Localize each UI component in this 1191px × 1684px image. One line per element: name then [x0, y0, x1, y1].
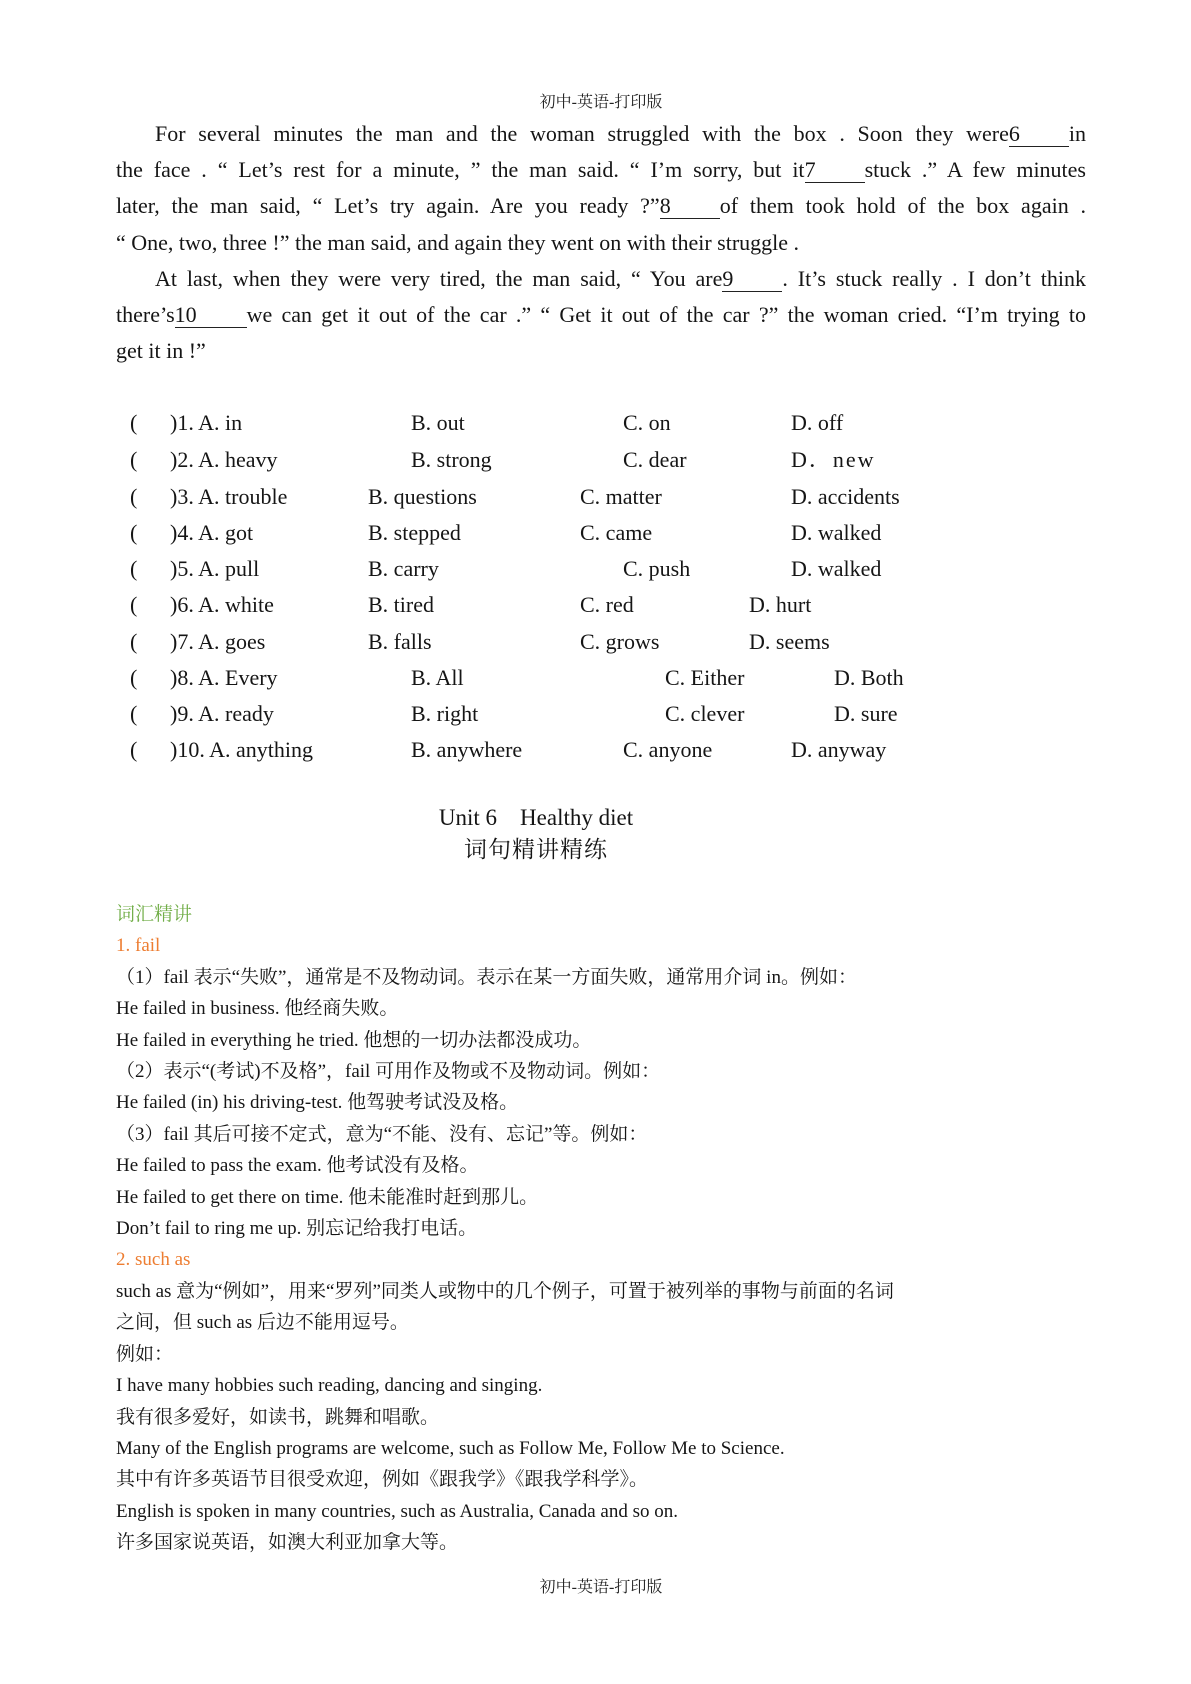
option-b: B. anywhere — [411, 737, 523, 762]
option-a-text: A. pull — [198, 556, 260, 581]
passage-text: At last, when they were very tired, the man said, “ You are — [155, 265, 723, 291]
passage-text: For several minutes the man and the woman struggled with the box . Soon they were — [155, 121, 1009, 146]
question-row — [0, 409, 1191, 437]
note-line: （3）fail 其后可接不定式，意为“不能、没有、忘记”等。例如： — [116, 1123, 648, 1145]
question-number: )6. — [170, 592, 194, 617]
option-a-text: A. anything — [209, 737, 314, 762]
note-line: （1）fail 表示“失败”，通常是不及物动词。表示在某一方面失败，通常用介词 in。例如： — [116, 966, 857, 988]
option-a — [170, 519, 253, 547]
option-a-text: A. got — [198, 520, 254, 545]
option-d: D. sure — [834, 701, 898, 726]
option-a — [170, 736, 313, 764]
passage-text: of them took hold of the box again . — [719, 193, 1087, 219]
passage-line — [116, 261, 1086, 297]
example-line: I have many hobbies such reading, dancing and singing. — [116, 1375, 543, 1397]
note-line: 例如： — [116, 1343, 174, 1365]
example-line: He failed to pass the exam. 他考试没有及格。 — [116, 1155, 479, 1177]
option-a-text: A. trouble — [198, 484, 288, 509]
option-a — [170, 555, 259, 583]
option-b: B. stepped — [368, 520, 461, 545]
example-line: English is spoken in many countries, such as Australia, Canada and so on. — [116, 1500, 678, 1522]
option-c: C. came — [580, 520, 653, 545]
option-d: D. walked — [791, 520, 882, 545]
option-b: B. falls — [368, 629, 432, 654]
option-c: C. red — [580, 592, 634, 617]
example-line: He failed in business. 他经商失败。 — [116, 998, 399, 1020]
blank-9: 9 — [722, 267, 782, 292]
answer-bracket: ( — [130, 737, 138, 762]
example-line: Many of the English programs are welcome, such as Follow Me, Follow Me to Science. — [116, 1437, 785, 1459]
question-row — [0, 628, 1191, 656]
passage-text: we can get it out of the car .” “ Get it out of the car ?” the woman cried. “I’m trying to — [246, 302, 1086, 328]
unit-subtitle: 词句精讲精练 — [464, 837, 608, 862]
passage-text: in — [1068, 121, 1086, 146]
option-d: D. accidents — [791, 484, 900, 509]
example-line: He failed (in) his driving-test. 他驾驶考试没及格。 — [116, 1092, 519, 1114]
passage-text: there’s — [116, 302, 175, 328]
option-a — [170, 483, 287, 511]
page-footer: 初中-英语-打印版 — [539, 1579, 663, 1596]
note-line: （2）表示“(考试)不及格”，fail 可用作及物或不及物动词。例如： — [116, 1061, 661, 1083]
translation-line: 其中有许多英语节目很受欢迎，例如《跟我学》《跟我学科学》。 — [116, 1469, 649, 1491]
option-a-text: A. in — [198, 410, 243, 435]
answer-bracket: ( — [130, 629, 138, 654]
option-d: D. anyway — [791, 737, 887, 762]
option-a — [170, 446, 278, 474]
option-d: D. Both — [834, 665, 904, 690]
answer-bracket: ( — [130, 410, 138, 435]
question-number: )10. — [170, 737, 205, 762]
note-line: 之间，但 such as 后边不能用逗号。 — [116, 1312, 409, 1334]
answer-bracket: ( — [130, 701, 138, 726]
option-d: D. hurt — [749, 592, 812, 617]
item-heading-fail: 1. fail — [116, 935, 161, 957]
option-c: C. dear — [623, 447, 687, 472]
option-b: B. right — [411, 701, 479, 726]
question-row — [0, 736, 1191, 764]
option-c: C. Either — [665, 665, 745, 690]
option-a-text: A. ready — [198, 701, 274, 726]
translation-line: 我有很多爱好，如读书，跳舞和唱歌。 — [116, 1406, 440, 1428]
option-d: D. off — [791, 410, 844, 435]
question-number: )9. — [170, 701, 194, 726]
option-b: B. questions — [368, 484, 477, 509]
passage-line — [116, 225, 1086, 261]
question-row — [0, 555, 1191, 583]
answer-bracket: ( — [130, 665, 138, 690]
option-d: D. seems — [749, 629, 830, 654]
option-a-text: A. white — [198, 592, 274, 617]
passage-text: later, the man said, “ Let’s try again. Are you ready ?” — [116, 193, 660, 219]
example-line: He failed in everything he tried. 他想的一切办法都没成功。 — [116, 1029, 592, 1051]
passage-line — [116, 188, 1086, 224]
option-b: B. tired — [368, 592, 434, 617]
question-row — [0, 591, 1191, 619]
cloze-passage — [116, 116, 1086, 369]
question-row — [0, 664, 1191, 692]
option-a-text: A. Every — [198, 665, 278, 690]
option-b: B. strong — [411, 447, 492, 472]
option-a — [170, 409, 242, 437]
passage-text: “ One, two, three !” the man said, and again they went on with their struggle . — [116, 229, 800, 255]
option-a — [170, 664, 278, 692]
option-a-text: A. heavy — [198, 447, 278, 472]
vocabulary-notes — [116, 899, 1116, 1559]
translation-line: 许多国家说英语，如澳大利亚加拿大等。 — [116, 1532, 459, 1554]
passage-text: the face . “ Let’s rest for a minute, ” the man said. “ I’m sorry, but it — [116, 157, 805, 183]
option-a — [170, 700, 274, 728]
note-line: such as 意为“例如”，用来“罗列”同类人或物中的几个例子，可置于被列举的事物与前面的名词 — [116, 1280, 894, 1302]
question-row — [0, 700, 1191, 728]
page-header: 初中-英语-打印版 — [539, 94, 663, 111]
passage-line — [116, 333, 1086, 369]
answer-bracket: ( — [130, 592, 138, 617]
passage-text: stuck .” A few minutes — [864, 157, 1086, 183]
option-c: C. on — [623, 410, 671, 435]
question-number: )2. — [170, 447, 194, 472]
answer-bracket: ( — [130, 484, 138, 509]
answer-bracket: ( — [130, 447, 138, 472]
question-number: )8. — [170, 665, 194, 690]
question-row — [0, 446, 1191, 474]
question-number: )1. — [170, 410, 194, 435]
section-heading: 词汇精讲 — [116, 904, 193, 925]
unit-title: Unit 6 Healthy diet — [438, 805, 634, 830]
example-line: He failed to get there on time. 他未能准时赶到那儿。 — [116, 1186, 539, 1208]
passage-text: get it in !” — [116, 338, 206, 364]
option-b: B. carry — [368, 556, 439, 581]
passage-line — [116, 116, 1086, 152]
option-c: C. grows — [580, 629, 660, 654]
question-number: )5. — [170, 556, 194, 581]
question-number: )7. — [170, 629, 194, 654]
item-heading-such-as: 2. such as — [116, 1249, 191, 1271]
option-b: B. out — [411, 410, 465, 435]
option-c: C. clever — [665, 701, 745, 726]
blank-7: 7 — [805, 158, 865, 183]
option-c: C. anyone — [623, 737, 713, 762]
option-a — [170, 628, 265, 656]
option-d: D. walked — [791, 556, 882, 581]
option-c: C. matter — [580, 484, 662, 509]
question-row — [0, 519, 1191, 547]
question-number: )4. — [170, 520, 194, 545]
question-row — [0, 483, 1191, 511]
blank-8: 8 — [660, 194, 720, 219]
question-number: )3. — [170, 484, 194, 509]
option-d: D．new — [791, 447, 876, 472]
option-a — [170, 591, 274, 619]
option-c: C. push — [623, 556, 691, 581]
option-a-text: A. goes — [198, 629, 266, 654]
answer-bracket: ( — [130, 520, 138, 545]
blank-10: 10 — [175, 303, 247, 328]
passage-text: . It’s stuck really . I don’t think — [782, 265, 1086, 291]
passage-line — [116, 297, 1086, 333]
answer-bracket: ( — [130, 556, 138, 581]
option-b: B. All — [411, 665, 464, 690]
example-line: Don’t fail to ring me up. 别忘记给我打电话。 — [116, 1218, 478, 1240]
passage-line — [116, 152, 1086, 188]
blank-6: 6 — [1009, 122, 1069, 147]
